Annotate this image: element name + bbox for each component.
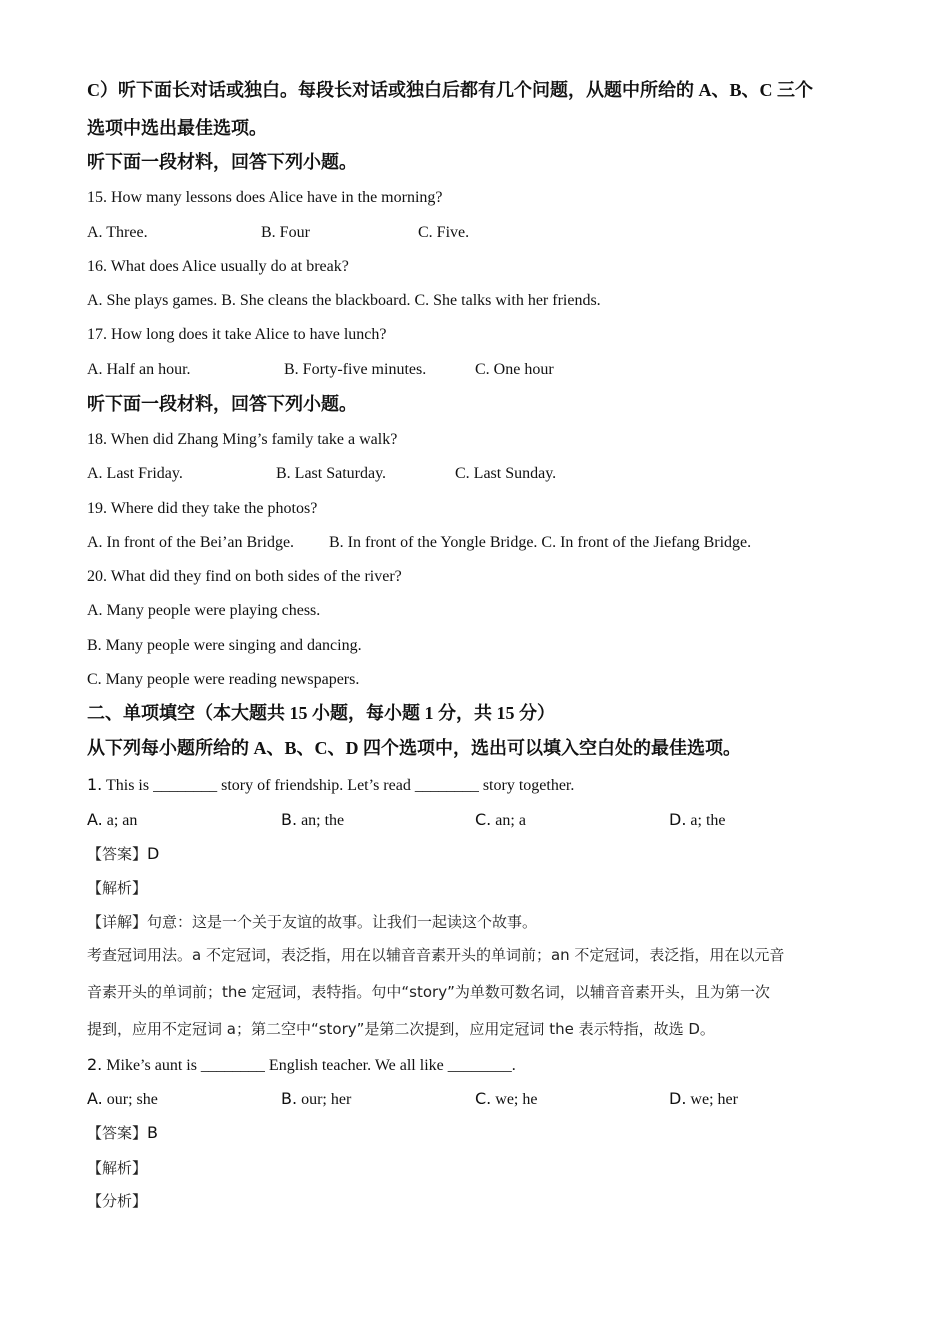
answer-label: 【答案】: [87, 1124, 148, 1142]
q20-option-b: B. Many people were singing and dancing.: [87, 637, 362, 654]
q17-option-a: A. Half an hour.: [87, 361, 191, 378]
mc-q2-fenxi-label: 【分析】: [87, 1192, 148, 1210]
q18-option-a: A. Last Friday.: [87, 465, 183, 482]
answer-value: D: [147, 844, 160, 863]
mc-q2-option-a: A. our; she: [87, 1089, 158, 1108]
q15-option-c: C. Five.: [418, 224, 470, 241]
mc-q1-analysis-label: 【解析】: [87, 879, 148, 897]
q18-option-b: B. Last Saturday.: [276, 465, 387, 482]
q19-option-bc: B. In front of the Yongle Bridge. C. In front of the Jiefang Bridge.: [329, 534, 752, 551]
q16-options: A. She plays games. B. She cleans the blackboard. C. She talks with her friends.: [87, 292, 601, 309]
mc-q1-answer: [87, 844, 159, 865]
mc-q1-option-d: D. a; the: [669, 810, 726, 829]
mc-q1-option-b: B. an; the: [281, 810, 345, 829]
mc-q1-explanation-line3: 提到，应用不定冠词 a；第二空中“story”是第二次提到，应用定冠词 the 表示特指，故选 D。: [87, 1020, 715, 1038]
mc-q2-text: Mike’s aunt is ________ English teacher. We all like ________.: [102, 1057, 516, 1074]
q17-option-b: B. Forty-five minutes.: [284, 361, 427, 378]
mc-q2-option-d: D. we; her: [669, 1089, 738, 1108]
q20-option-c: C. Many people were reading newspapers.: [87, 671, 360, 688]
mc-q1-text: This is ________ story of friendship. Let’s read ________ story together.: [102, 777, 575, 794]
group2-heading: 听下面一段材料，回答下列小题。: [87, 394, 357, 414]
mc-q1-number: 1.: [87, 775, 103, 794]
answer-value: B: [147, 1123, 158, 1142]
mc-q2-answer: [87, 1123, 158, 1144]
question-15: 15. How many lessons does Alice have in the morning?: [87, 189, 443, 206]
section-two-instruction: 从下列每小题所给的 A、B、C、D 四个选项中，选出可以填入空白处的最佳选项。: [87, 738, 741, 758]
section-c-instruction-line1: C）听下面长对话或独白。每段长对话或独白后都有几个问题，从题中所给的 A、B、C 三个: [87, 80, 813, 100]
question-18: 18. When did Zhang Ming’s family take a walk?: [87, 431, 398, 448]
question-16: 16. What does Alice usually do at break?: [87, 258, 349, 275]
q18-option-c: C. Last Sunday.: [455, 465, 557, 482]
answer-label: 【答案】: [87, 845, 148, 863]
mc-q1-detail: [87, 912, 537, 932]
question-17: 17. How long does it take Alice to have lunch?: [87, 326, 387, 343]
mc-question-2: [87, 1055, 516, 1076]
question-20: 20. What did they find on both sides of the river?: [87, 568, 402, 585]
detail-label: 【详解】: [87, 913, 148, 931]
mc-question-1: [87, 775, 574, 796]
detail-text: 句意：这是一个关于友谊的故事。让我们一起读这个故事。: [147, 913, 538, 931]
group1-heading: 听下面一段材料，回答下列小题。: [87, 152, 357, 172]
mc-q2-analysis-label: 【解析】: [87, 1159, 148, 1177]
mc-q1-option-c: C. an; a: [475, 810, 526, 829]
q17-option-c: C. One hour: [475, 361, 554, 378]
mc-q2-option-b: B. our; her: [281, 1089, 352, 1108]
mc-q1-explanation-line2: 音素开头的单词前；the 定冠词，表特指。句中“story”为单数可数名词，以辅音音素开头，且为第一次: [87, 983, 770, 1001]
mc-q2-option-c: C. we; he: [475, 1089, 538, 1108]
question-19: 19. Where did they take the photos?: [87, 500, 318, 517]
mc-q2-number: 2.: [87, 1055, 103, 1074]
mc-q1-explanation-line1: 考查冠词用法。a 不定冠词，表泛指，用在以辅音音素开头的单词前；an 不定冠词，表泛指，用在以元音: [87, 946, 785, 964]
q19-option-a: A. In front of the Bei’an Bridge.: [87, 534, 295, 551]
section-c-instruction-line2: 选项中选出最佳选项。: [87, 118, 267, 138]
section-two-heading: 二、单项填空（本大题共 15 小题，每小题 1 分，共 15 分）: [87, 703, 555, 723]
q20-option-a: A. Many people were playing chess.: [87, 602, 321, 619]
q15-option-b: B. Four: [261, 224, 310, 241]
mc-q1-option-a: A. a; an: [87, 810, 138, 829]
q15-option-a: A. Three.: [87, 224, 148, 241]
